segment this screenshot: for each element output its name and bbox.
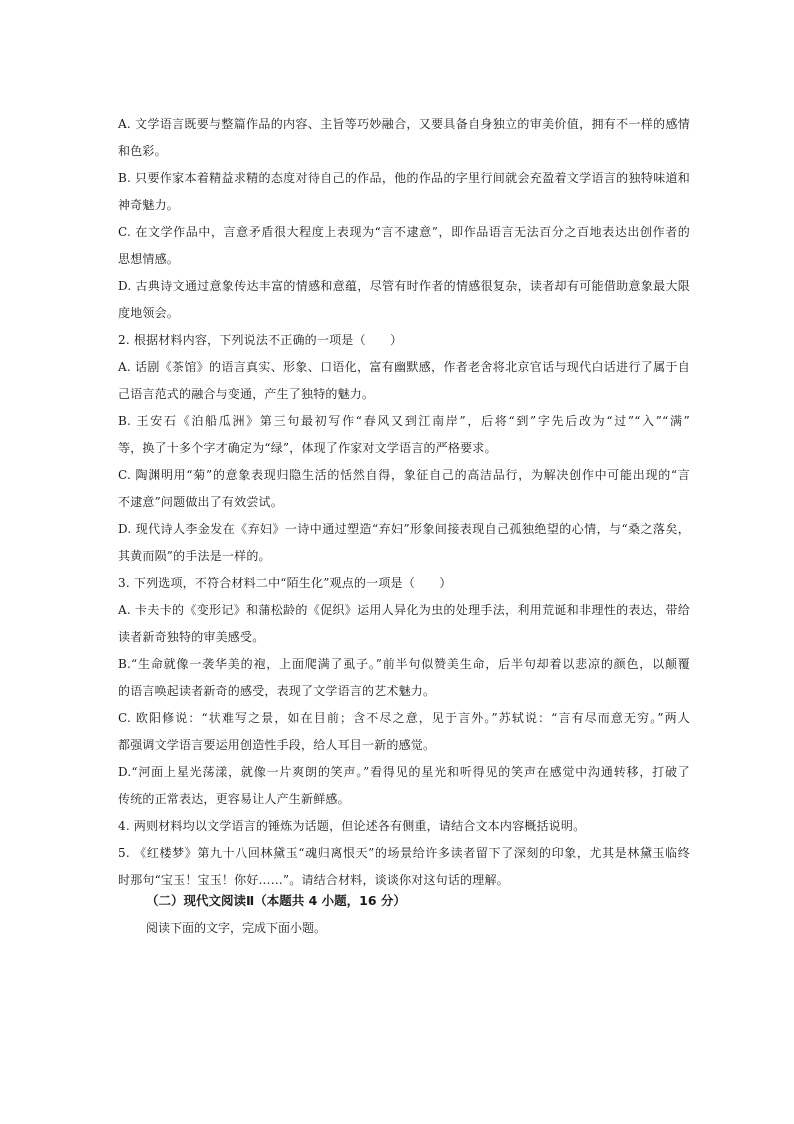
q3-stem: 3. 下列选项，不符合材料二中“陌生化”观点的一项是（ ） (118, 576, 452, 590)
q2-option-c-line2: 不逮意”问题做出了有效尝试。 (118, 495, 283, 509)
q1-option-a-line1: A. 文学语言既要与整篇作品的内容、主旨等巧妙融合，又要具备自身独立的审美价值，拥有不一样的感情 (118, 117, 690, 131)
q5-stem-line1: 5. 《红楼梦》第九十八回林黛玉“魂归离恨天”的场景给许多读者留下了深刻的印象，尤其是林黛玉临终 (118, 846, 690, 860)
q5-stem-line2: 时那句“宝玉！宝玉！你好……”。请结合材料，谈谈你对这句话的理解。 (118, 873, 509, 887)
q3-option-b-line1: B.“生命就像一袭华美的袍，上面爬满了虱子。”前半句似赞美生命，后半句却着以悲凉的颜色，以颠覆 (118, 657, 690, 671)
q2-option-d-line1: D. 现代诗人李金发在《弃妇》一诗中通过塑造“弃妇”形象间接表现自己孤独绝望的心情，与“桑之落矣， (118, 522, 690, 536)
q2-stem: 2. 根据材料内容，下列说法不正确的一项是（ ） (118, 333, 403, 347)
section-intro: 阅读下面的文字，完成下面小题。 (146, 921, 327, 935)
q3-option-d-line1: D.“河面上星光荡漾，就像一片爽朗的笑声。”看得见的星光和听得见的笑声在感觉中沟通转移，打破了 (118, 765, 690, 779)
q2-option-b-line1: B. 王安石《泊船瓜洲》第三句最初写作“春风又到江南岸”，后将“到”字先后改为“过”“入”“满” (118, 414, 690, 428)
q3-option-a-line2: 读者新奇独特的审美感受。 (118, 630, 265, 644)
q1-option-c-line2: 思想情感。 (118, 252, 180, 266)
q2-option-a-line2: 己语言范式的融合与变通，产生了独特的魅力。 (118, 387, 375, 401)
q1-option-d-line1: D. 古典诗文通过意象传达丰富的情感和意蕴，尽管有时作者的情感很复杂，读者却有可能借助意象最大限 (118, 279, 690, 293)
q2-option-a-line1: A. 话剧《茶馆》的语言真实、形象、口语化，富有幽默感，作者老舍将北京官话与现代白话进行了属于自 (118, 360, 690, 374)
q3-option-b-line2: 的语言唤起读者新奇的感受，表现了文学语言的艺术魅力。 (118, 684, 436, 698)
q3-option-a-line1: A. 卡夫卡的《变形记》和蒲松龄的《促织》运用人异化为虫的处理手法，利用荒诞和非理性的表达，带给 (118, 603, 690, 617)
q1-option-c-line1: C. 在文学作品中，言意矛盾很大程度上表现为“言不逮意”，即作品语言无法百分之百地表达出创作者的 (118, 225, 690, 239)
q3-option-c-line1: C. 欧阳修说：“状难写之景，如在目前；含不尽之意，见于言外。”苏轼说：“言有尽而意无穷。”两人 (118, 711, 690, 725)
q1-option-b-line1: B. 只要作家本着精益求精的态度对待自己的作品，他的作品的字里行间就会充盈着文学语言的独特味道和 (118, 171, 690, 185)
q2-option-b-line2: 等，换了十多个字才确定为“绿”，体现了作家对文学语言的严格要求。 (118, 441, 497, 455)
q4-stem: 4. 两则材料均以文学语言的锤炼为话题，但论述各有侧重，请结合文本内容概括说明。 (118, 819, 586, 833)
q1-option-b-line2: 神奇魅力。 (118, 198, 180, 212)
q3-option-d-line2: 传统的正常表达，更容易让人产生新鲜感。 (118, 792, 350, 806)
q2-option-d-line2: 其黄而陨”的手法是一样的。 (118, 549, 271, 563)
section-heading: （二）现代文阅读Ⅱ（本题共 4 小题，16 分） (146, 893, 406, 908)
q3-option-c-line2: 都强调文学语言要运用创造性手段，给人耳目一新的感觉。 (118, 738, 436, 752)
q1-option-d-line2: 度地领会。 (118, 306, 180, 320)
q1-option-a-line2: 和色彩。 (118, 144, 167, 158)
q2-option-c-line1: C. 陶渊明用“菊”的意象表现归隐生活的恬然自得，象征自己的高洁品行，为解决创作中可能出现的“言 (118, 468, 690, 482)
